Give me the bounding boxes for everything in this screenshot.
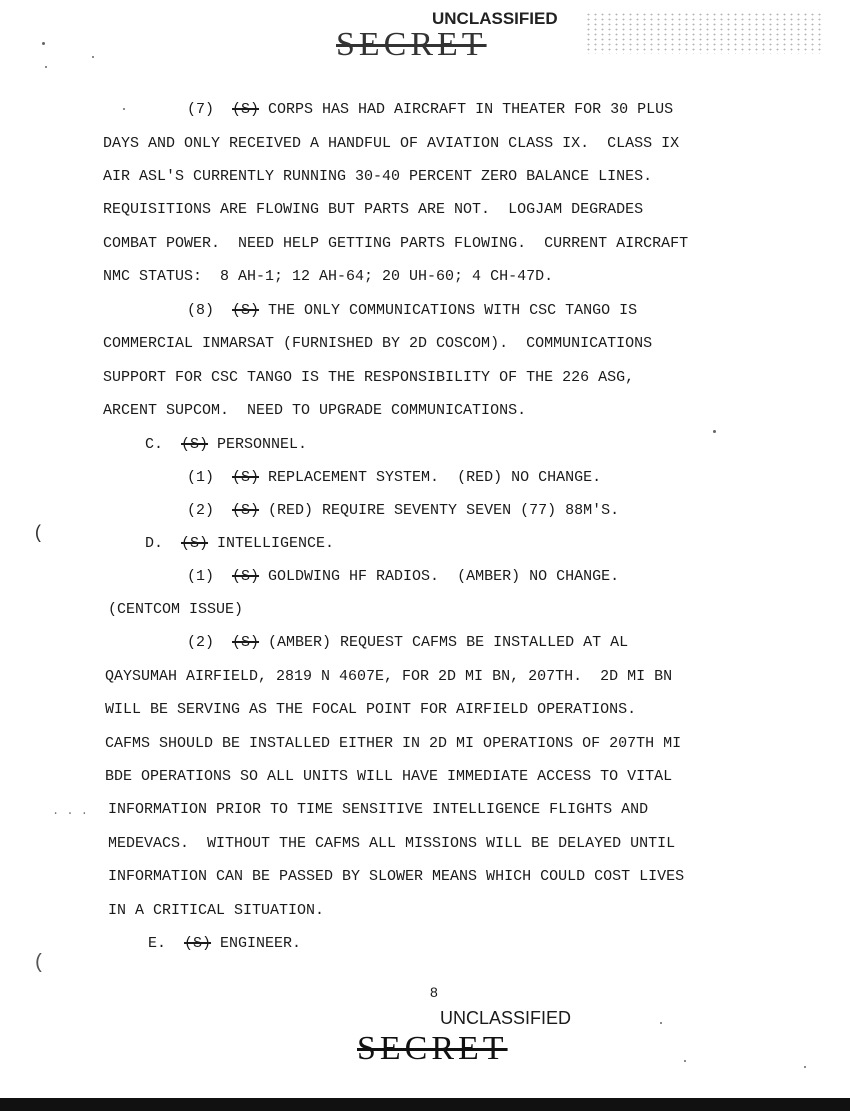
header-classification: UNCLASSIFIED (432, 9, 558, 28)
body-line: (7) (S) CORPS HAS HAD AIRCRAFT IN THEATER FOR 30 PLUS (187, 101, 674, 118)
body-line: COMBAT POWER. NEED HELP GETTING PARTS FLOWING. CURRENT AIRCRAFT (103, 235, 689, 252)
body-line: (8) (S) THE ONLY COMMUNICATIONS WITH CSC TANGO IS (187, 302, 638, 319)
scan-speck (804, 1066, 806, 1068)
redacted-classification-marking: (S) (232, 502, 260, 519)
body-line: (2) (S) (RED) REQUIRE SEVENTY SEVEN (77) 88M'S. (187, 502, 620, 519)
redacted-classification-marking: (S) (232, 568, 260, 585)
margin-mark: ( (33, 524, 44, 544)
scan-speck (713, 430, 716, 433)
section-heading: C. (S) PERSONNEL. (145, 436, 308, 453)
scan-speck (123, 108, 125, 110)
header-secret-mark: SECRET (336, 26, 487, 63)
scan-speck (45, 66, 47, 68)
section-heading: E. (S) ENGINEER. (148, 935, 302, 952)
body-line: INFORMATION CAN BE PASSED BY SLOWER MEANS WHICH COULD COST LIVES (108, 868, 685, 885)
redacted-classification-marking: (S) (232, 101, 260, 118)
scan-noise (585, 12, 825, 54)
body-line: (CENTCOM ISSUE) (108, 601, 244, 618)
body-line: SUPPORT FOR CSC TANGO IS THE RESPONSIBILITY OF THE 226 ASG, (103, 369, 635, 386)
redacted-classification-marking: (S) (184, 935, 212, 952)
body-line: CAFMS SHOULD BE INSTALLED EITHER IN 2D MI OPERATIONS OF 207TH MI (105, 735, 682, 752)
body-line: COMMERCIAL INMARSAT (FURNISHED BY 2D COSCOM). COMMUNICATIONS (103, 335, 653, 352)
body-line: NMC STATUS: 8 AH-1; 12 AH-64; 20 UH-60; 4 CH-47D. (103, 268, 554, 285)
scan-speck (92, 56, 94, 58)
scan-speck (42, 42, 45, 45)
body-line: ARCENT SUPCOM. NEED TO UPGRADE COMMUNICATIONS. (103, 402, 527, 419)
body-line: DAYS AND ONLY RECEIVED A HANDFUL OF AVIATION CLASS IX. CLASS IX (103, 135, 680, 152)
footer-classification: UNCLASSIFIED (440, 1008, 572, 1028)
body-line: QAYSUMAH AIRFIELD, 2819 N 4607E, FOR 2D MI BN, 207TH. 2D MI BN (105, 668, 673, 685)
body-line: AIR ASL'S CURRENTLY RUNNING 30-40 PERCENT ZERO BALANCE LINES. (103, 168, 653, 185)
footer-secret-mark: SECRET (357, 1030, 508, 1067)
section-heading: D. (S) INTELLIGENCE. (145, 535, 335, 552)
body-line: IN A CRITICAL SITUATION. (108, 902, 325, 919)
page-number: 8 (430, 984, 438, 1000)
body-line: INFORMATION PRIOR TO TIME SENSITIVE INTELLIGENCE FLIGHTS AND (108, 801, 649, 818)
margin-mark: ( (33, 952, 46, 975)
body-line: (2) (S) (AMBER) REQUEST CAFMS BE INSTALLED AT AL (187, 634, 629, 651)
body-line: MEDEVACS. WITHOUT THE CAFMS ALL MISSIONS WILL BE DELAYED UNTIL (108, 835, 676, 852)
scan-speck (684, 1060, 686, 1062)
body-line: BDE OPERATIONS SO ALL UNITS WILL HAVE IMMEDIATE ACCESS TO VITAL (105, 768, 673, 785)
margin-mark: . . . (52, 804, 89, 818)
redacted-classification-marking: (S) (232, 634, 260, 651)
body-line: REQUISITIONS ARE FLOWING BUT PARTS ARE NOT. LOGJAM DEGRADES (103, 201, 644, 218)
redacted-classification-marking: (S) (232, 469, 260, 486)
body-line: WILL BE SERVING AS THE FOCAL POINT FOR AIRFIELD OPERATIONS. (105, 701, 637, 718)
scan-speck (660, 1022, 662, 1024)
body-line: (1) (S) REPLACEMENT SYSTEM. (RED) NO CHANGE. (187, 469, 602, 486)
redacted-classification-marking: (S) (181, 535, 209, 552)
scan-edge-bar (0, 1098, 850, 1111)
redacted-classification-marking: (S) (181, 436, 209, 453)
redacted-classification-marking: (S) (232, 302, 260, 319)
body-line: (1) (S) GOLDWING HF RADIOS. (AMBER) NO CHANGE. (187, 568, 620, 585)
